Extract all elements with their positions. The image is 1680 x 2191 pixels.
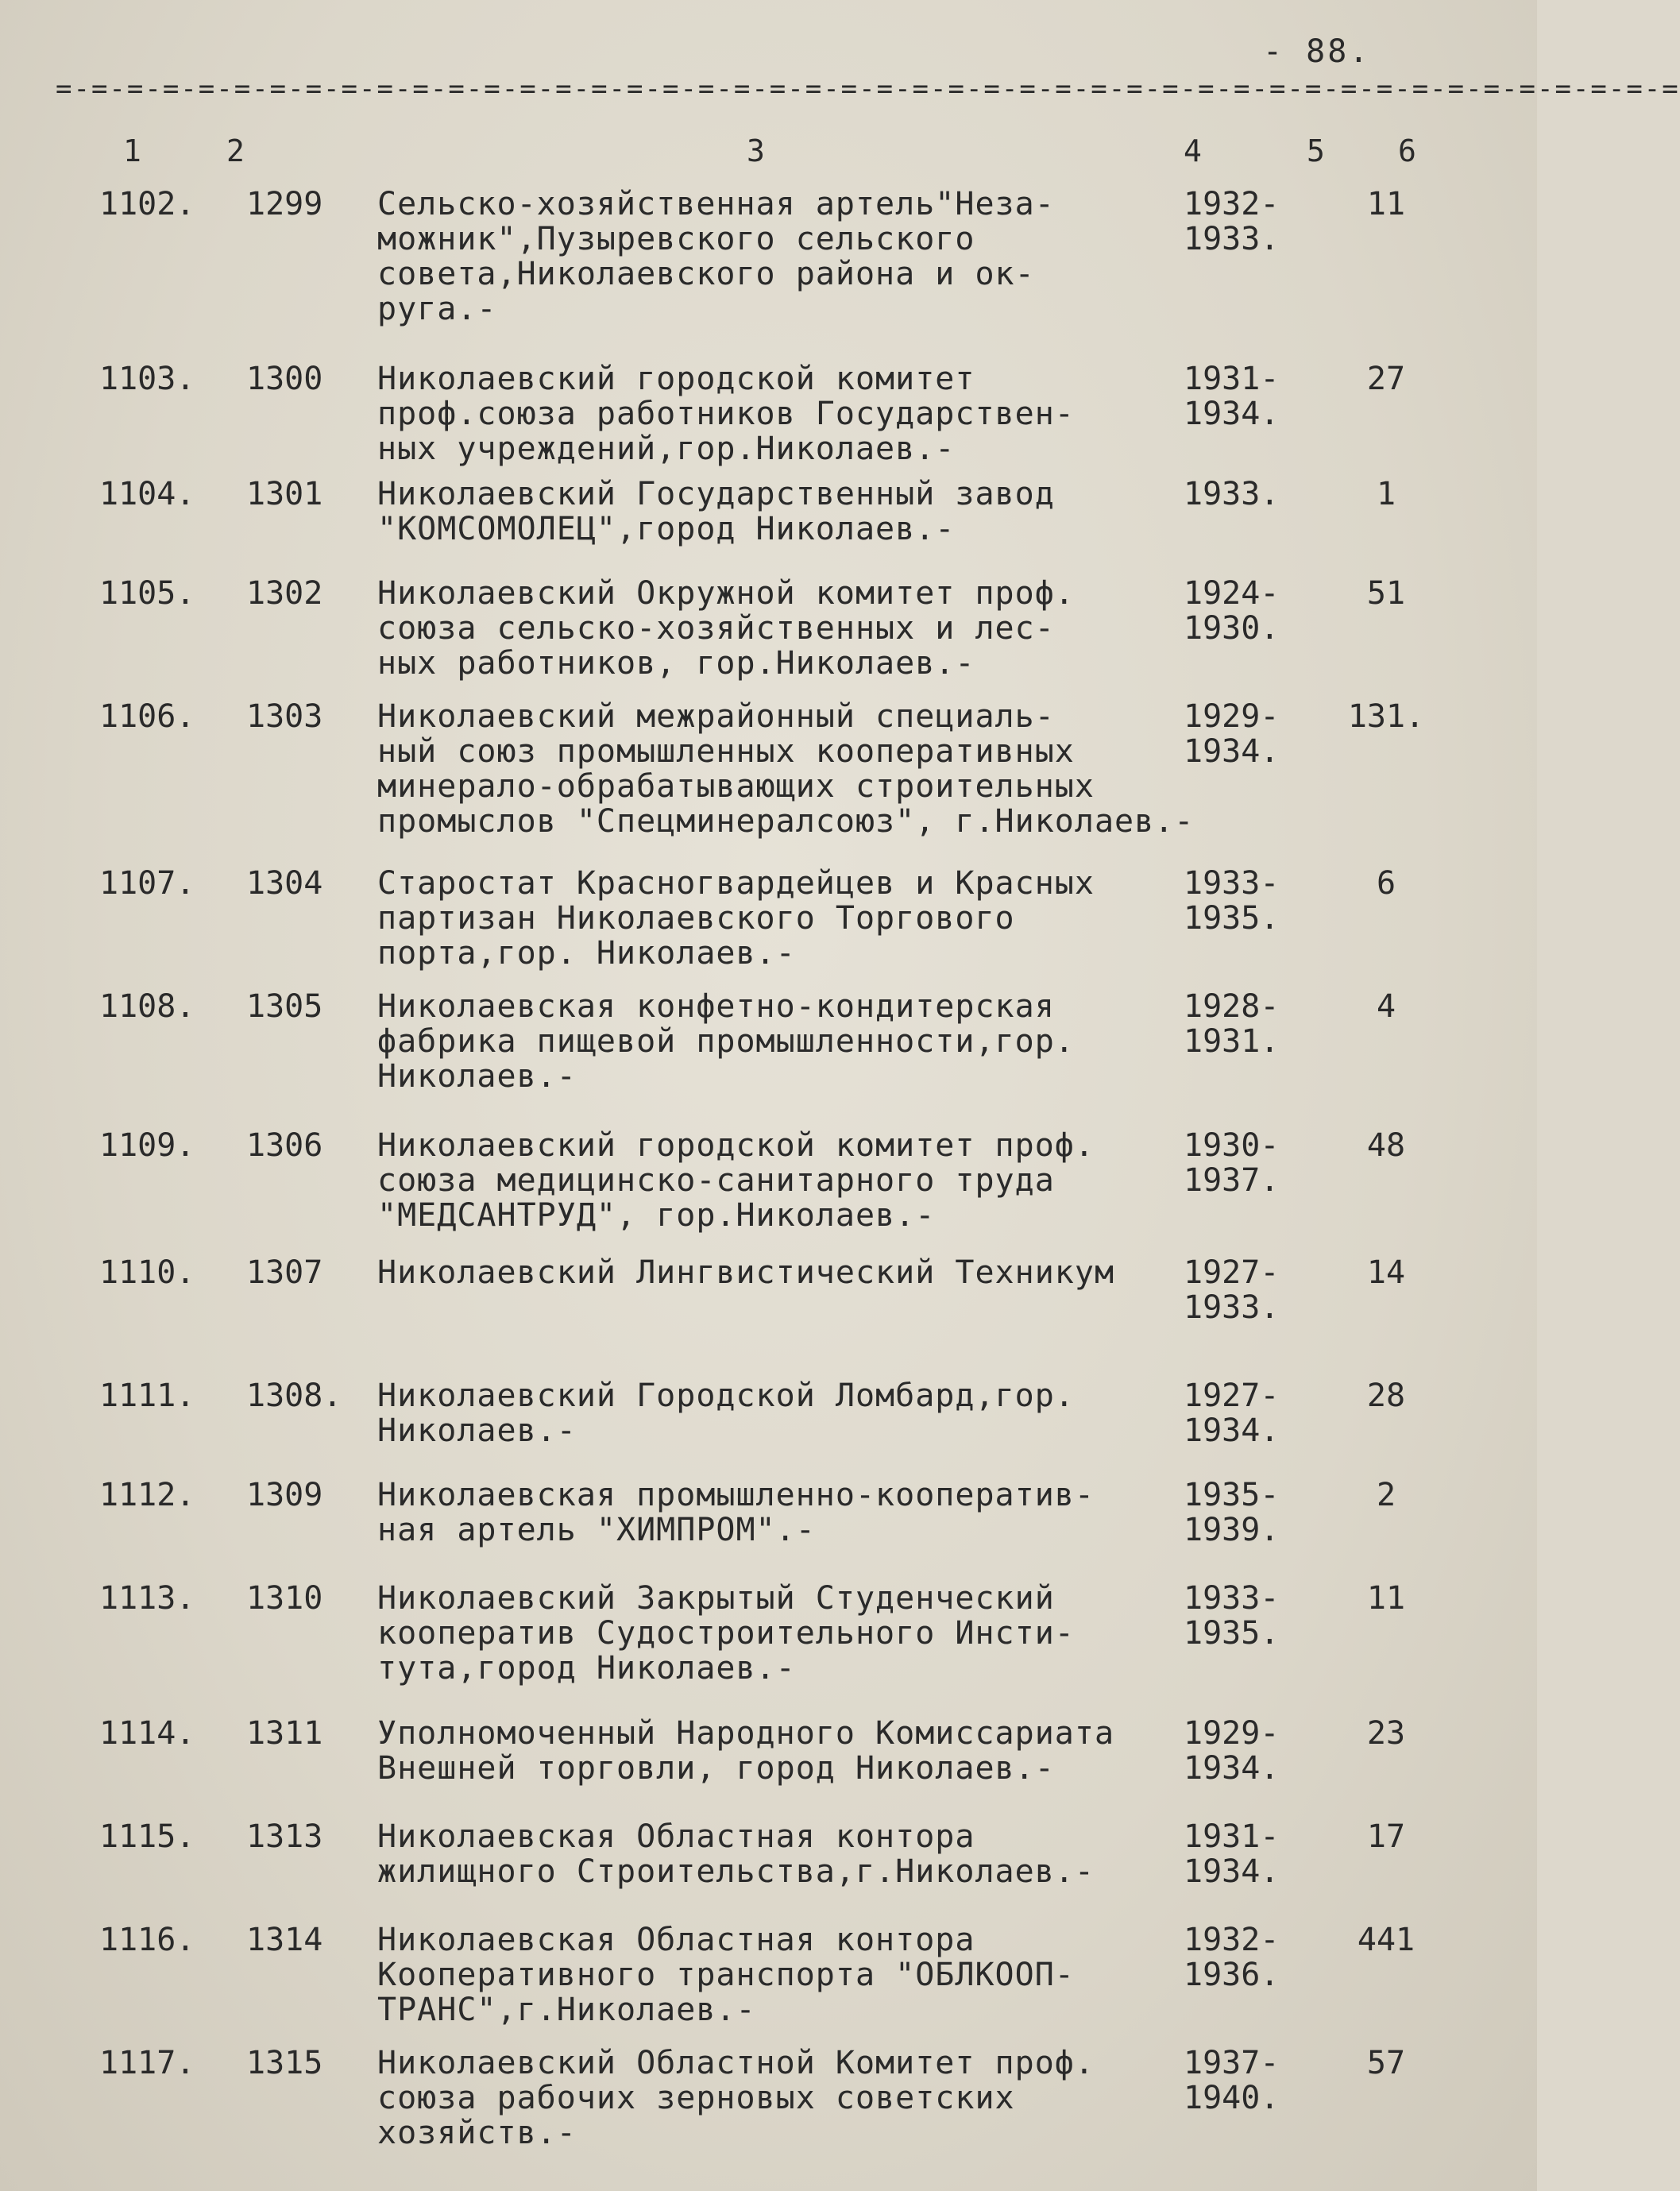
fund-name bbox=[377, 1378, 1188, 1448]
date-range bbox=[1184, 2046, 1319, 2116]
fund-name-line: Николаевский Государственный завод bbox=[377, 476, 1055, 512]
date-range-line: 1929- bbox=[1184, 1715, 1280, 1752]
date-range-line: 1937. bbox=[1184, 1162, 1280, 1199]
header-col-6: 6 bbox=[1398, 133, 1416, 168]
fund-name-line: Николаевский городской комитет проф. bbox=[377, 1127, 1095, 1164]
date-range bbox=[1184, 1255, 1319, 1325]
date-range-line: 1930. bbox=[1184, 610, 1280, 647]
fund-name-line: союза рабочих зерновых советских bbox=[377, 2080, 1015, 2116]
fund-name-line: хозяйств.- bbox=[377, 2115, 577, 2151]
date-range-line: 1929- bbox=[1184, 698, 1280, 735]
file-count: 17 bbox=[1366, 1818, 1406, 1855]
fund-number: 1300 bbox=[246, 361, 323, 397]
fund-name bbox=[377, 1128, 1188, 1233]
date-range bbox=[1184, 576, 1319, 646]
file-count: 48 bbox=[1366, 1127, 1406, 1164]
date-range-line: 1927- bbox=[1184, 1254, 1280, 1291]
fund-name-line: "МЕДСАНТРУД", гор.Николаев.- bbox=[377, 1197, 936, 1234]
date-range-line: 1933. bbox=[1184, 221, 1280, 257]
date-range-line: 1935- bbox=[1184, 1477, 1280, 1513]
fund-number: 1299 bbox=[246, 186, 323, 222]
fund-name-line: Внешней торговли, город Николаев.- bbox=[377, 1750, 1055, 1787]
date-range-line: 1934. bbox=[1184, 733, 1280, 770]
entry-number: 1113. bbox=[99, 1580, 195, 1617]
date-range-line: 1940. bbox=[1184, 2080, 1280, 2116]
fund-name-line: союза медицинско-санитарного труда bbox=[377, 1162, 1055, 1199]
date-range bbox=[1184, 1922, 1319, 1992]
fund-name-line: промыслов "Спецминералсоюз", г.Николаев.- bbox=[377, 803, 1195, 840]
fund-number: 1311 bbox=[246, 1715, 323, 1752]
date-range-line: 1933- bbox=[1184, 1580, 1280, 1617]
header-col-3: 3 bbox=[747, 133, 765, 168]
fund-name bbox=[377, 187, 1188, 327]
fund-name-line: Старостат Красногвардейцев и Красных bbox=[377, 865, 1095, 902]
fund-name bbox=[377, 477, 1188, 547]
fund-name-line: Николаевская промышленно-кооператив- bbox=[377, 1477, 1095, 1513]
file-count: 11 bbox=[1366, 186, 1406, 222]
fund-number: 1304 bbox=[246, 865, 323, 902]
fund-name-line: тута,город Николаев.- bbox=[377, 1650, 796, 1687]
fund-name-line: Николаевский Лингвистический Техникум bbox=[377, 1254, 1115, 1291]
entry-number: 1108. bbox=[99, 988, 195, 1025]
fund-number: 1305 bbox=[246, 988, 323, 1025]
header-col-5: 5 bbox=[1307, 133, 1325, 168]
fund-name-line: Николаев.- bbox=[377, 1058, 577, 1095]
fund-name bbox=[377, 361, 1188, 466]
header-col-4: 4 bbox=[1184, 133, 1202, 168]
date-range bbox=[1184, 866, 1319, 936]
fund-name bbox=[377, 698, 1195, 840]
fund-name-line: Николаев.- bbox=[377, 1412, 577, 1449]
date-range-line: 1935. bbox=[1184, 900, 1280, 937]
fund-number: 1303 bbox=[246, 698, 323, 735]
fund-name-line: Сельско-хозяйственная артель"Неза- bbox=[377, 186, 1055, 222]
file-count: 57 bbox=[1366, 2045, 1406, 2081]
entry-number: 1102. bbox=[99, 186, 195, 222]
date-range bbox=[1184, 1716, 1319, 1786]
fund-number: 1301 bbox=[246, 476, 323, 512]
fund-name bbox=[377, 1255, 1188, 1290]
date-range-line: 1928- bbox=[1184, 988, 1280, 1025]
file-count: 51 bbox=[1366, 575, 1406, 612]
fund-name-line: Николаевский межрайонный специаль- bbox=[377, 698, 1055, 735]
fund-name-line: "КОМСОМОЛЕЦ",город Николаев.- bbox=[377, 511, 956, 547]
fund-name-line: Николаевский Городской Ломбард,гор. bbox=[377, 1378, 1075, 1414]
entry-number: 1103. bbox=[99, 361, 195, 397]
fund-name bbox=[377, 989, 1188, 1094]
date-range bbox=[1184, 1378, 1319, 1448]
fund-name-line: ных учреждений,гор.Николаев.- bbox=[377, 431, 956, 467]
fund-name-line: Николаевская конфетно-кондитерская bbox=[377, 988, 1055, 1025]
fund-name-line: ный союз промышленных кооперативных bbox=[377, 733, 1075, 770]
fund-name-line: Николаевская Областная контора bbox=[377, 1922, 975, 1958]
file-count: 6 bbox=[1376, 865, 1396, 902]
fund-name-line: кооператив Судостроительного Инсти- bbox=[377, 1615, 1075, 1652]
date-range-line: 1939. bbox=[1184, 1512, 1280, 1548]
date-range-line: 1930- bbox=[1184, 1127, 1280, 1164]
file-count: 4 bbox=[1376, 988, 1396, 1025]
fund-name bbox=[377, 2046, 1188, 2150]
entry-number: 1117. bbox=[99, 2045, 195, 2081]
fund-number: 1307 bbox=[246, 1254, 323, 1291]
fund-name-line: порта,гор. Николаев.- bbox=[377, 935, 796, 972]
fund-name-line: минерало-обрабатывающих строительных bbox=[377, 768, 1095, 805]
fund-number: 1308. bbox=[246, 1378, 342, 1414]
date-range-line: 1937- bbox=[1184, 2045, 1280, 2081]
fund-number: 1309 bbox=[246, 1477, 323, 1513]
date-range-line: 1932- bbox=[1184, 186, 1280, 222]
entry-number: 1111. bbox=[99, 1378, 195, 1414]
fund-name-line: жилищного Строительства,г.Николаев.- bbox=[377, 1853, 1095, 1890]
fund-name bbox=[377, 866, 1188, 971]
file-count: 1 bbox=[1376, 476, 1396, 512]
fund-name-line: Николаевская Областная контора bbox=[377, 1818, 975, 1855]
date-range bbox=[1184, 699, 1319, 769]
fund-name-line: Николаевский Окружной комитет проф. bbox=[377, 575, 1075, 612]
fund-number: 1314 bbox=[246, 1922, 323, 1958]
file-count: 441 bbox=[1357, 1922, 1415, 1958]
date-range-line: 1936. bbox=[1184, 1957, 1280, 1993]
fund-name-line: совета,Николаевского района и ок- bbox=[377, 256, 1035, 292]
date-range-line: 1934. bbox=[1184, 396, 1280, 432]
fund-name-line: руга.- bbox=[377, 291, 497, 327]
date-range bbox=[1184, 1478, 1319, 1548]
fund-name bbox=[377, 1922, 1188, 2027]
separator-line: =-=-=-=-=-=-=-=-=-=-=-=-=-=-=-=-=-=-=-=-=-=-=-=-=-=-=-=-=-=-=-=-=-=-=-=-=-=-=-=-=-=-=-=-=-= bbox=[56, 73, 1680, 105]
fund-name bbox=[377, 1581, 1188, 1686]
date-range-line: 1933- bbox=[1184, 865, 1280, 902]
date-range-line: 1933. bbox=[1184, 1289, 1280, 1326]
entry-number: 1115. bbox=[99, 1818, 195, 1855]
date-range-line: 1934. bbox=[1184, 1412, 1280, 1449]
date-range bbox=[1184, 989, 1319, 1059]
entry-number: 1114. bbox=[99, 1715, 195, 1752]
entry-number: 1112. bbox=[99, 1477, 195, 1513]
date-range-line: 1932- bbox=[1184, 1922, 1280, 1958]
date-range-line: 1934. bbox=[1184, 1750, 1280, 1787]
file-count: 2 bbox=[1376, 1477, 1396, 1513]
fund-name-line: союза сельско-хозяйственных и лес- bbox=[377, 610, 1055, 647]
fund-name-line: можник",Пузыревского сельского bbox=[377, 221, 975, 257]
date-range-line: 1931. bbox=[1184, 1023, 1280, 1060]
fund-name bbox=[377, 1478, 1188, 1548]
file-count: 11 bbox=[1366, 1580, 1406, 1617]
fund-name-line: ных работников, гор.Николаев.- bbox=[377, 645, 975, 682]
fund-number: 1310 bbox=[246, 1580, 323, 1617]
fund-name-line: партизан Николаевского Торгового bbox=[377, 900, 1015, 937]
fund-name bbox=[377, 1819, 1188, 1889]
date-range-line: 1935. bbox=[1184, 1615, 1280, 1652]
entry-number: 1110. bbox=[99, 1254, 195, 1291]
fund-number: 1306 bbox=[246, 1127, 323, 1164]
fund-name-line: Уполномоченный Народного Комиссариата bbox=[377, 1715, 1115, 1752]
entry-number: 1106. bbox=[99, 698, 195, 735]
column-header-row bbox=[56, 133, 1509, 173]
date-range-line: 1933. bbox=[1184, 476, 1280, 512]
fund-name bbox=[377, 576, 1188, 681]
date-range-line: 1934. bbox=[1184, 1853, 1280, 1890]
file-count: 131. bbox=[1347, 698, 1425, 735]
date-range bbox=[1184, 187, 1319, 257]
date-range bbox=[1184, 477, 1319, 512]
date-range-line: 1924- bbox=[1184, 575, 1280, 612]
file-count: 14 bbox=[1366, 1254, 1406, 1291]
date-range bbox=[1184, 1128, 1319, 1198]
fund-number: 1315 bbox=[246, 2045, 323, 2081]
header-col-1: 1 bbox=[123, 133, 141, 168]
fund-name-line: ная артель "ХИМПРОМ".- bbox=[377, 1512, 816, 1548]
file-count: 23 bbox=[1366, 1715, 1406, 1752]
file-count: 27 bbox=[1366, 361, 1406, 397]
date-range-line: 1931- bbox=[1184, 361, 1280, 397]
date-range bbox=[1184, 1819, 1319, 1889]
file-count: 28 bbox=[1366, 1378, 1406, 1414]
fund-name-line: Николаевский городской комитет bbox=[377, 361, 975, 397]
header-col-2: 2 bbox=[226, 133, 245, 168]
entry-number: 1105. bbox=[99, 575, 195, 612]
fund-name bbox=[377, 1716, 1188, 1786]
date-range-line: 1931- bbox=[1184, 1818, 1280, 1855]
fund-name-line: Кооперативного транспорта "ОБЛКООП- bbox=[377, 1957, 1075, 1993]
entry-number: 1107. bbox=[99, 865, 195, 902]
fund-number: 1302 bbox=[246, 575, 323, 612]
fund-number: 1313 bbox=[246, 1818, 323, 1855]
date-range bbox=[1184, 361, 1319, 431]
fund-name-line: ТРАНС",г.Николаев.- bbox=[377, 1992, 756, 2028]
entry-number: 1116. bbox=[99, 1922, 195, 1958]
fund-name-line: Николаевский Областной Комитет проф. bbox=[377, 2045, 1095, 2081]
entry-number: 1109. bbox=[99, 1127, 195, 1164]
date-range bbox=[1184, 1581, 1319, 1651]
fund-name-line: фабрика пищевой промышленности,гор. bbox=[377, 1023, 1075, 1060]
page-number: - 88. bbox=[1263, 33, 1371, 70]
fund-name-line: Николаевский Закрытый Студенческий bbox=[377, 1580, 1055, 1617]
date-range-line: 1927- bbox=[1184, 1378, 1280, 1414]
fund-name-line: проф.союза работников Государствен- bbox=[377, 396, 1075, 432]
entry-number: 1104. bbox=[99, 476, 195, 512]
